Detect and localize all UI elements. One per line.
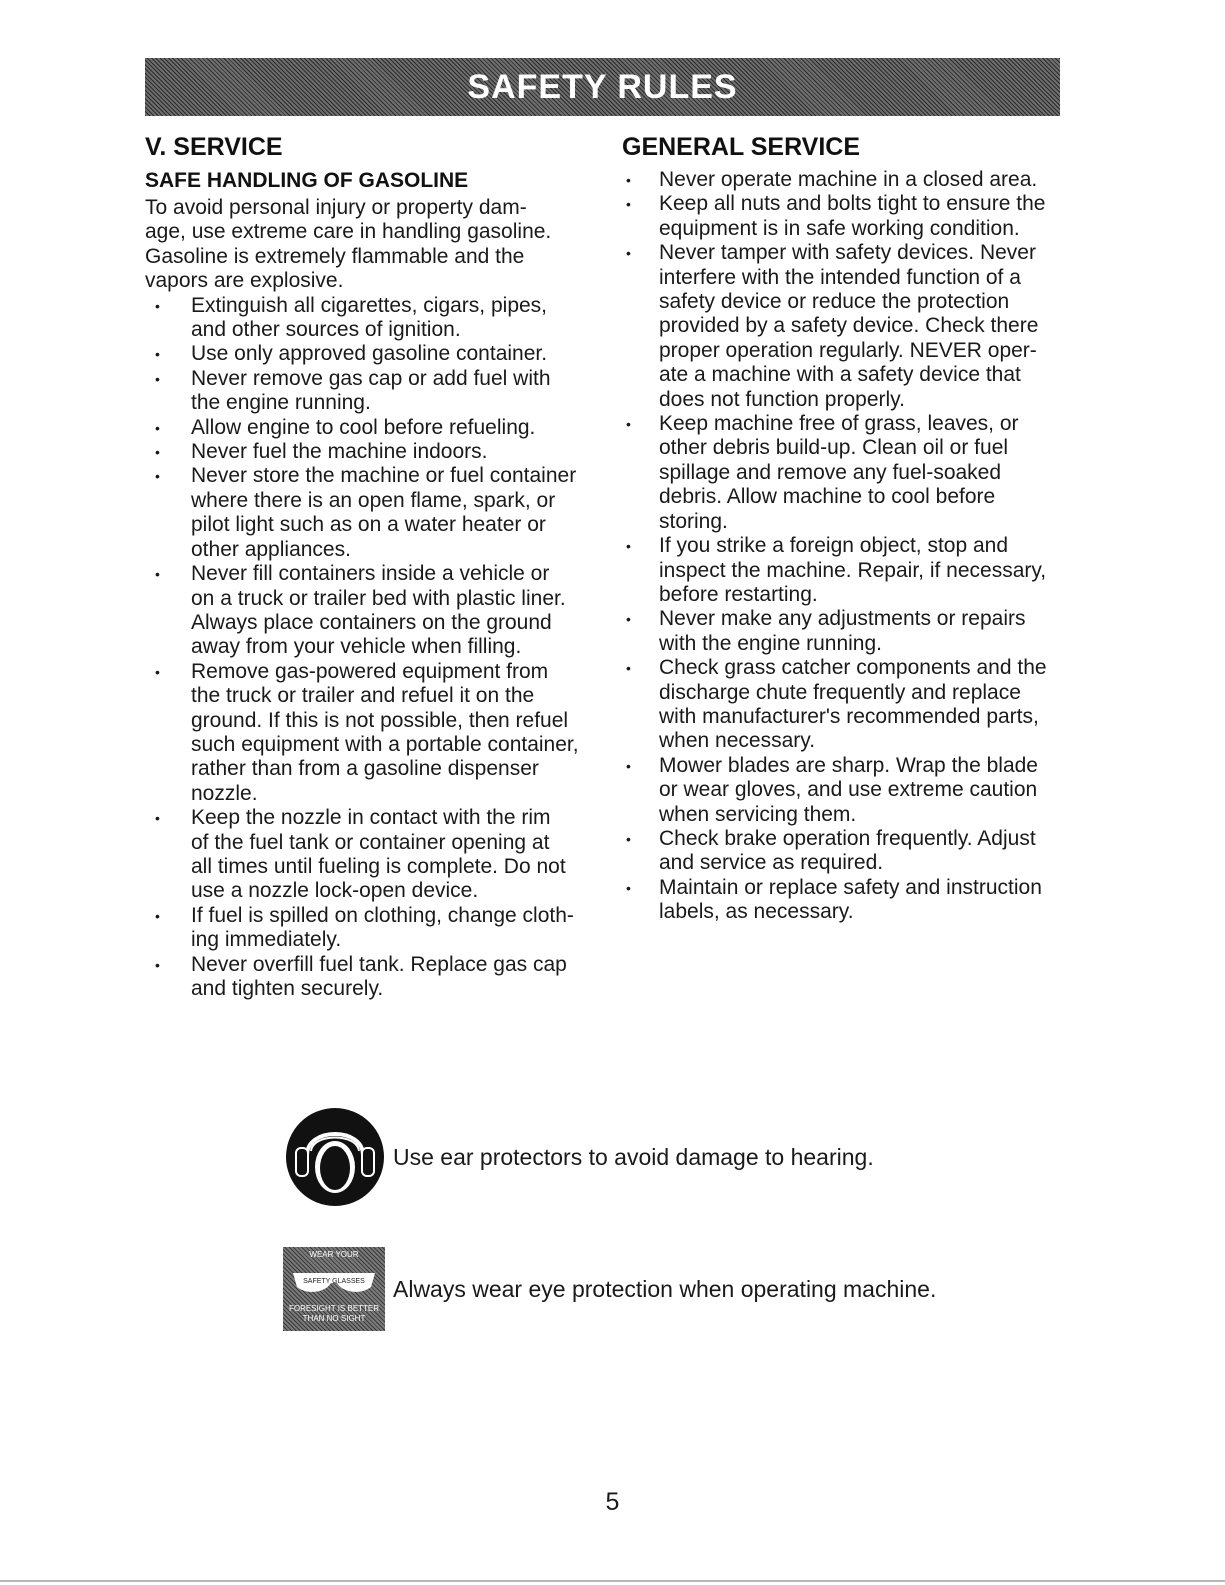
bullet-line: other debris build-up. Clean oil or fuel <box>659 436 1009 460</box>
ear-notice-text: Use ear protectors to avoid damage to hearing. <box>393 1143 874 1170</box>
bullet-line: Allow engine to cool before refueling. <box>191 415 536 439</box>
bullet-dot-icon: • <box>155 810 160 827</box>
bullet-line: Keep machine free of grass, leaves, or <box>659 412 1019 436</box>
bullet-line: on a truck or trailer bed with plastic liner. <box>191 586 566 610</box>
bullet-line: provided by a safety device. Check there <box>659 314 1039 338</box>
bullet-line: away from your vehicle when filling. <box>191 635 522 659</box>
bullet-line: Never make any adjustments or repairs <box>659 607 1026 631</box>
bullet-line: Never remove gas cap or add fuel with <box>191 366 551 390</box>
bullet-line: Remove gas-powered equipment from <box>191 659 549 683</box>
bullet-line: with the engine running. <box>659 631 882 655</box>
bottom-divider <box>0 1580 1225 1582</box>
bullet-dot-icon: • <box>155 370 160 387</box>
bullet-line: of the fuel tank or container opening at <box>191 830 550 854</box>
bullet-dot-icon: • <box>626 416 631 433</box>
bullet-line: Extinguish all cigarettes, cigars, pipes, <box>191 293 548 317</box>
intro-line: age, use extreme care in handling gasoline. <box>145 220 552 244</box>
eye-protection-notice <box>283 1247 936 1331</box>
right-column <box>622 132 1062 925</box>
bullet-item <box>145 440 595 464</box>
bullet-line: and tighten securely. <box>191 977 384 1000</box>
bullet-item <box>145 342 595 366</box>
sign-bottom-line: FORESIGHT IS BETTER <box>288 1304 380 1313</box>
bullet-line: discharge chute frequently and replace <box>659 680 1021 704</box>
bullet-dot-icon: • <box>155 956 160 973</box>
bullet-line: Never store the machine or fuel container <box>191 464 577 488</box>
bullet-dot-icon: • <box>626 879 631 896</box>
sign-top-text: WEAR YOUR <box>309 1250 359 1259</box>
bullet-item <box>145 562 595 660</box>
bullet-item <box>622 607 1062 656</box>
bullet-line: does not function properly. <box>659 387 905 411</box>
bullet-line: use a nozzle lock-open device. <box>191 879 479 903</box>
ear-protector-icon <box>285 1107 385 1207</box>
bullet-line: Never fill containers inside a vehicle or <box>191 562 550 586</box>
bullet-line: proper operation regularly. NEVER oper- <box>659 338 1037 362</box>
bullet-dot-icon: • <box>626 611 631 628</box>
page-number: 5 <box>605 1488 620 1516</box>
bullet-item <box>622 827 1062 876</box>
sign-bottom-line: THAN NO SIGHT <box>302 1314 366 1323</box>
bullet-dot-icon: • <box>155 297 160 314</box>
bullet-item <box>145 416 595 440</box>
bullet-line: the engine running. <box>191 391 371 415</box>
bullet-item <box>145 806 595 904</box>
bullet-line: ate a machine with a safety device that <box>659 363 1021 387</box>
sign-mid-text: SAFETY GLASSES <box>303 1278 365 1285</box>
bullet-dot-icon: • <box>626 660 631 677</box>
bullet-dot-icon: • <box>626 172 631 188</box>
bullet-item <box>145 294 595 343</box>
bullet-line: labels, as necessary. <box>659 900 854 924</box>
section-title-service: V. SERVICE <box>145 133 283 161</box>
bullet-item <box>622 168 1062 192</box>
bullet-item <box>622 412 1062 534</box>
bullet-line: interfere with the intended function of a <box>659 265 1021 289</box>
bullet-line: and service as required. <box>659 851 884 875</box>
bullet-line: Maintain or replace safety and instruction <box>659 875 1042 899</box>
bullet-line: nozzle. <box>191 781 258 805</box>
bullet-dot-icon: • <box>155 663 160 680</box>
eye-notice-text: Always wear eye protection when operating machine. <box>393 1275 937 1302</box>
intro-paragraph <box>145 196 595 294</box>
intro-line: vapors are explosive. <box>145 269 344 293</box>
bullet-item <box>145 953 595 1002</box>
bullet-line: the truck or trailer and refuel it on the <box>191 684 535 708</box>
bullet-line: If fuel is spilled on clothing, change cloth- <box>191 903 574 927</box>
bullet-line: safety device or reduce the protection <box>659 290 1010 314</box>
bullet-line: Never tamper with safety devices. Never <box>659 241 1036 265</box>
intro-line: Gasoline is extremely flammable and the <box>145 244 525 268</box>
bullet-line: spillage and remove any fuel-soaked <box>659 460 1002 484</box>
bullet-line: debris. Allow machine to cool before <box>659 485 996 509</box>
bullet-line: or wear gloves, and use extreme caution <box>659 778 1038 802</box>
bullet-dot-icon: • <box>155 419 160 436</box>
ear-protection-notice <box>285 1107 874 1207</box>
bullet-line: rather than from a gasoline dispenser <box>191 757 539 781</box>
bullet-line: such equipment with a portable container, <box>191 732 579 756</box>
sign-bottom-text <box>283 1304 385 1324</box>
bullet-dot-icon: • <box>155 346 160 363</box>
bullet-line: ground. If this is not possible, then refuel <box>191 708 569 732</box>
bullet-line: when necessary. <box>659 729 816 753</box>
bullet-item <box>145 904 595 953</box>
bullet-dot-icon: • <box>626 830 631 847</box>
bullet-line: equipment is in safe working condition. <box>659 216 1020 240</box>
bullet-line: ing immediately. <box>191 928 342 952</box>
bullet-item <box>622 656 1062 754</box>
bullet-line: Check grass catcher components and the <box>659 656 1047 680</box>
banner-title: SAFETY RULES <box>467 67 738 106</box>
bullet-dot-icon: • <box>626 538 631 555</box>
bullet-item <box>145 660 595 806</box>
bullet-line: all times until fueling is complete. Do not <box>191 854 566 878</box>
bullet-item <box>622 192 1062 241</box>
bullet-line: If you strike a foreign object, stop and <box>659 534 1009 558</box>
bullet-line: and other sources of ignition. <box>191 318 461 342</box>
bullet-line: Never operate machine in a closed area. <box>659 168 1038 191</box>
bullet-line: Keep the nozzle in contact with the rim <box>191 806 551 830</box>
bullet-line: with manufacturer's recommended parts, <box>659 704 1039 728</box>
bullet-line: where there is an open flame, spark, or <box>191 488 556 512</box>
bullet-line: Always place containers on the ground <box>191 610 552 634</box>
bullet-line: Check brake operation frequently. Adjust <box>659 826 1036 850</box>
left-column <box>145 132 595 1001</box>
bullet-dot-icon: • <box>626 757 631 774</box>
bullet-line: Use only approved gasoline container. <box>191 342 548 366</box>
gasoline-bullet-list <box>145 294 595 1002</box>
section-title-general-service: GENERAL SERVICE <box>622 133 861 161</box>
bullet-line: when servicing them. <box>659 802 857 826</box>
bullet-line: Never fuel the machine indoors. <box>191 440 488 464</box>
bullet-line: pilot light such as on a water heater or <box>191 513 546 537</box>
subsection-title-gasoline: SAFE HANDLING OF GASOLINE <box>145 169 469 192</box>
safety-glasses-sign-icon <box>283 1247 385 1331</box>
bullet-item <box>145 464 595 562</box>
bullet-line: before restarting. <box>659 582 818 606</box>
bullet-line: other appliances. <box>191 537 351 561</box>
bullet-line: Keep all nuts and bolts tight to ensure the <box>659 192 1046 216</box>
bullet-dot-icon: • <box>155 444 160 461</box>
bullet-item <box>145 367 595 416</box>
general-service-bullet-list <box>622 168 1062 925</box>
bullet-item <box>622 241 1062 412</box>
bullet-dot-icon: • <box>626 196 631 213</box>
bullet-line: Never overfill fuel tank. Replace gas cap <box>191 952 567 976</box>
bullet-dot-icon: • <box>155 566 160 583</box>
bullet-item <box>622 754 1062 827</box>
bullet-dot-icon: • <box>155 907 160 924</box>
bullet-line: storing. <box>659 509 728 533</box>
bullet-dot-icon: • <box>626 245 631 262</box>
bullet-dot-icon: • <box>155 468 160 485</box>
bullet-line: Mower blades are sharp. Wrap the blade <box>659 753 1038 777</box>
intro-line: To avoid personal injury or property dam- <box>145 196 527 219</box>
bullet-item <box>622 534 1062 607</box>
bullet-item <box>622 876 1062 925</box>
bullet-line: inspect the machine. Repair, if necessary, <box>659 558 1047 582</box>
safety-rules-banner <box>145 58 1060 116</box>
